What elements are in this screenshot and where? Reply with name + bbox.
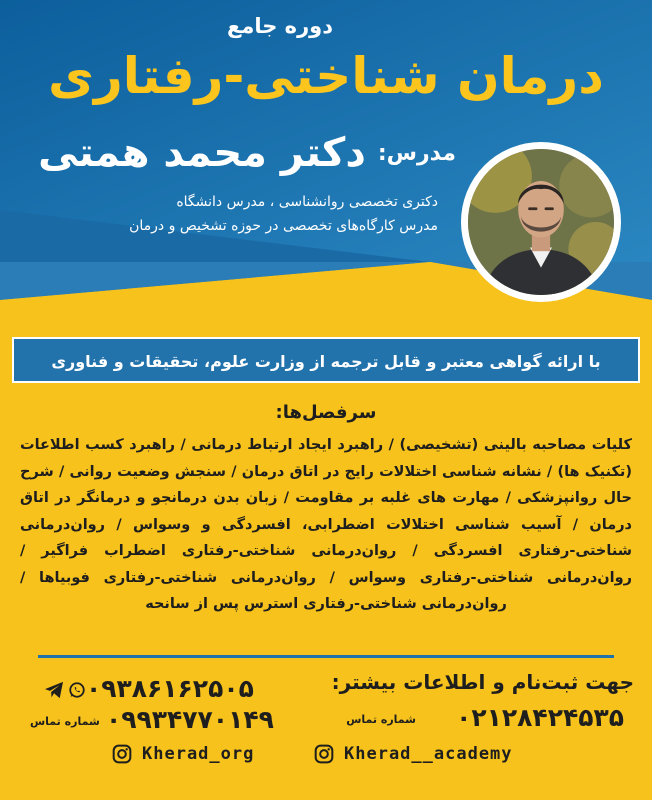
instructor-bio (129, 190, 438, 238)
phone-main[interactable]: ۰۹۳۸۶۱۶۲۵۰۵ (86, 674, 254, 703)
syllabus-heading: سرفصل‌ها: (275, 402, 377, 423)
phone-office[interactable]: ۰۲۱۲۸۴۲۴۵۳۵ (456, 703, 624, 732)
social-instagram-org[interactable] (112, 742, 254, 766)
instructor-name: دکتر محمد همتی (38, 130, 366, 176)
social-handle-org: Kherad_org (142, 744, 255, 764)
social-instagram-academy[interactable] (314, 742, 513, 766)
phone-mobile-label: شماره تماس (30, 715, 100, 728)
instagram-icon (314, 744, 334, 764)
portrait-image (468, 149, 614, 295)
whatsapp-icon[interactable] (68, 681, 86, 699)
divider (38, 655, 614, 658)
syllabus-text: کلیات مصاحبه بالینی (تشخیصی) / راهبرد ایجاد ارتباط درمانی / راهبرد کسب اطلاعات (تکنیک ها) / نشانه شناسی اختلالات رایج در اتاق درمان / سنجش وضعیت روانی / شرح حال روانپزشکی / مهارت های غلبه بر مقاومت / زبان بدن درمانجو و درمانگر در اتاق درمان / آسیب شناسی اختلالات اضطرابی، افسردگی و وسواس / روان‌درمانی شناختی-رفتاری افسردگی / روان‌درمانی شناختی-رفتاری اضطراب فراگیر / روان‌درمانی شناختی-رفتاری وسواس / روان‌درمانی شناختی-رفتاری فوبیاها / روان‌درمانی شناختی-رفتاری استرس پس از سانحه (20, 437, 632, 612)
course-title: درمان شناختی-رفتاری (48, 47, 604, 105)
phone-mobile[interactable]: ۰۹۹۳۴۷۷۰۱۴۹ (106, 705, 274, 734)
phone-office-label: شماره تماس (346, 713, 416, 726)
bio-line-1: دکتری تخصصی روانشناسی ، مدرس دانشگاه (176, 194, 438, 210)
contact-heading: جهت ثبت‌نام و اطلاعات بیشتر: (331, 670, 634, 694)
instructor-line (38, 130, 456, 176)
course-label: دوره جامع (227, 14, 333, 38)
certificate-banner: با ارائه گواهی معتبر و قابل ترجمه از وزارت علوم، تحقیقات و فناوری (12, 337, 640, 383)
instructor-photo (461, 142, 621, 302)
bio-line-2: مدرس کارگاه‌های تخصصی در حوزه تشخیص و درمان (129, 218, 438, 234)
social-handle-academy: Kherad__academy (344, 744, 513, 764)
telegram-icon[interactable] (44, 681, 64, 699)
instagram-icon (112, 744, 132, 764)
instructor-label: مدرس: (377, 140, 456, 166)
